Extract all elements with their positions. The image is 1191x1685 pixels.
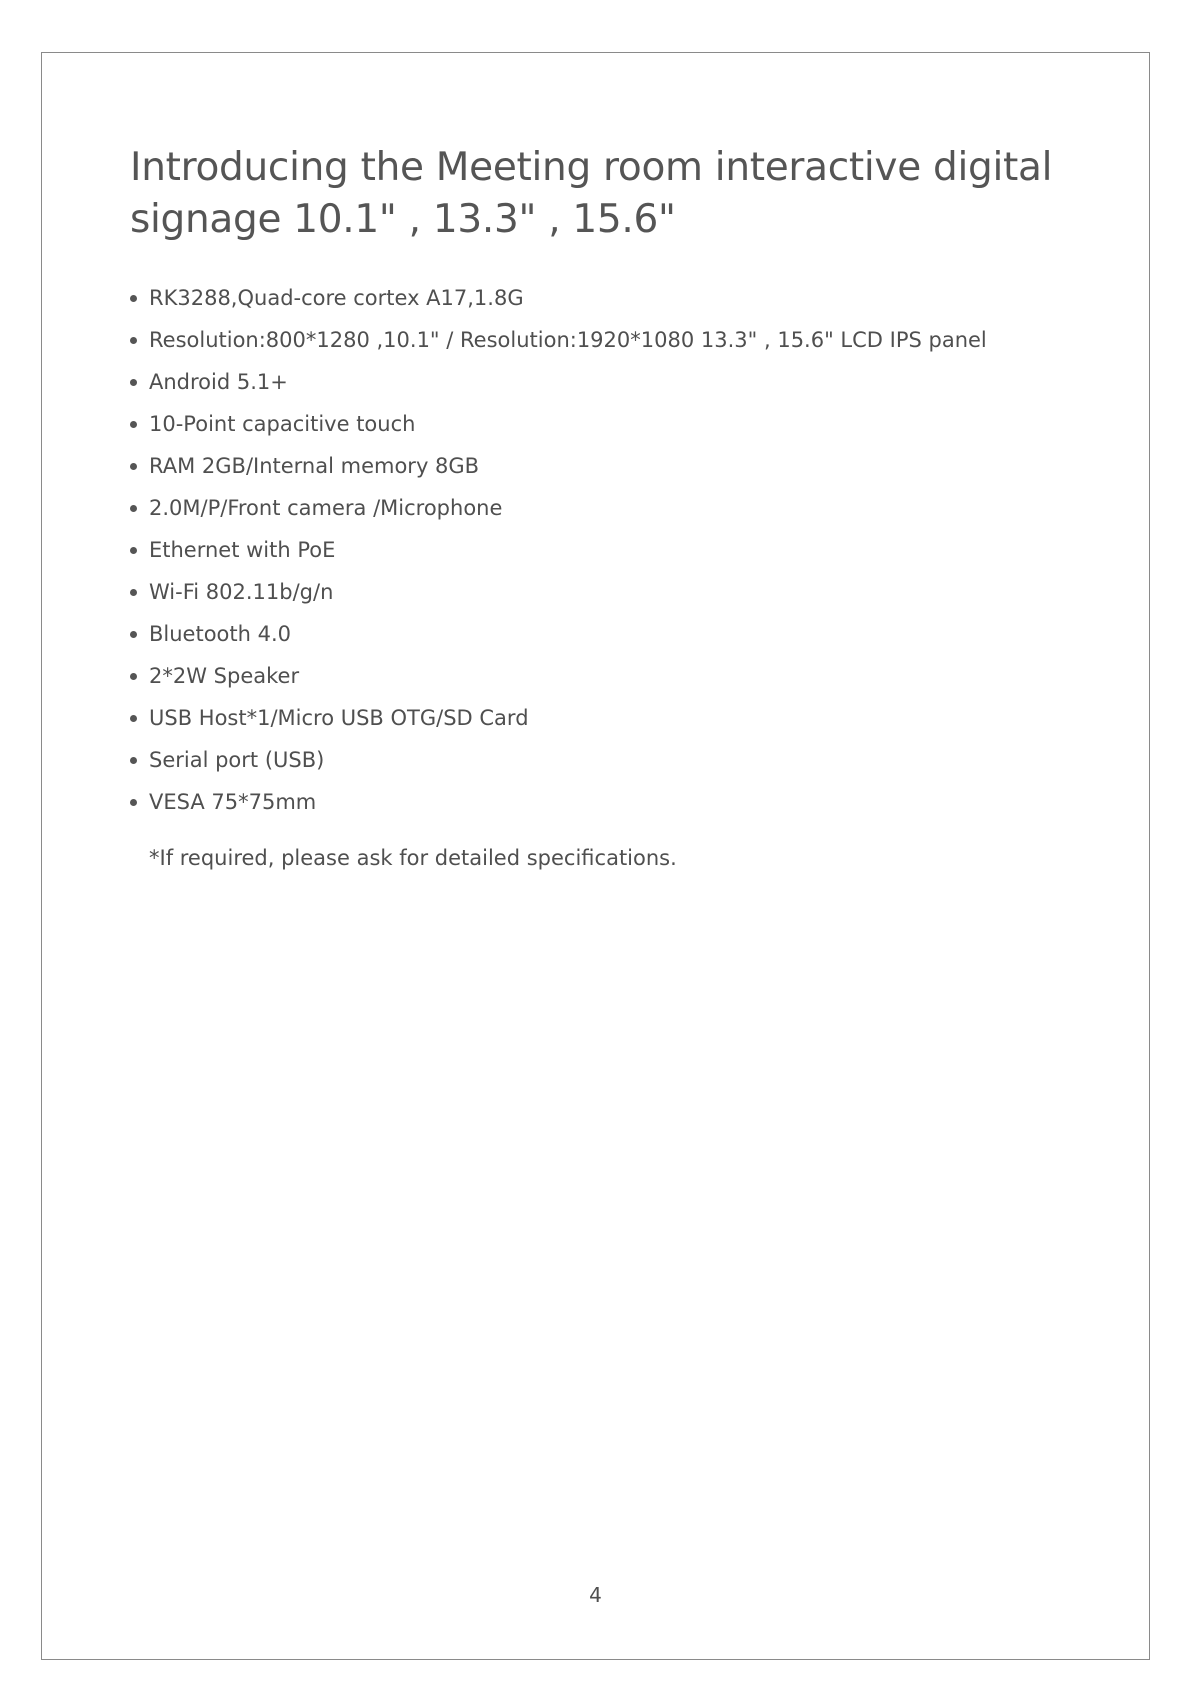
spec-text: 2*2W Speaker [149,664,300,688]
spec-text: 2.0M/P/Front camera /Microphone [149,496,503,520]
spec-item [130,739,1090,781]
spec-footnote: *If required, please ask for detailed specifications. [149,846,677,870]
bullet-icon [130,715,137,722]
bullet-icon [130,505,137,512]
spec-item [130,655,1090,697]
spec-item [130,445,1090,487]
spec-text: VESA 75*75mm [149,790,317,814]
bullet-icon [130,799,137,806]
spec-text: Serial port (USB) [149,748,325,772]
spec-item [130,403,1090,445]
bullet-icon [130,547,137,554]
spec-text: Wi-Fi 802.11b/g/n [149,580,334,604]
page-title: Introducing the Meeting room interactive digital signage 10.1" , 13.3" , 15.6" [130,145,1053,242]
spec-item [130,613,1090,655]
bullet-icon [130,757,137,764]
spec-text: Resolution:800*1280 ,10.1" / Resolution:1920*1080 13.3" , 15.6" LCD IPS panel [149,328,987,352]
page-number: 4 [589,1583,602,1607]
bullet-icon [130,337,137,344]
spec-item [130,277,1090,319]
spec-text: 10-Point capacitive touch [149,412,416,436]
spec-item [130,697,1090,739]
spec-text: Android 5.1+ [149,370,288,394]
spec-item [130,361,1090,403]
spec-item [130,529,1090,571]
bullet-icon [130,421,137,428]
bullet-icon [130,379,137,386]
spec-item [130,487,1090,529]
spec-item [130,781,1090,823]
spec-text: Bluetooth 4.0 [149,622,292,646]
bullet-icon [130,463,137,470]
bullet-icon [130,673,137,680]
bullet-icon [130,631,137,638]
bullet-icon [130,589,137,596]
bullet-icon [130,295,137,302]
spec-list [130,277,1090,823]
spec-text: RAM 2GB/Internal memory 8GB [149,454,480,478]
spec-text: USB Host*1/Micro USB OTG/SD Card [149,706,529,730]
spec-text: RK3288,Quad-core cortex A17,1.8G [149,286,524,310]
spec-text: Ethernet with PoE [149,538,336,562]
spec-item [130,319,1090,361]
spec-item [130,571,1090,613]
